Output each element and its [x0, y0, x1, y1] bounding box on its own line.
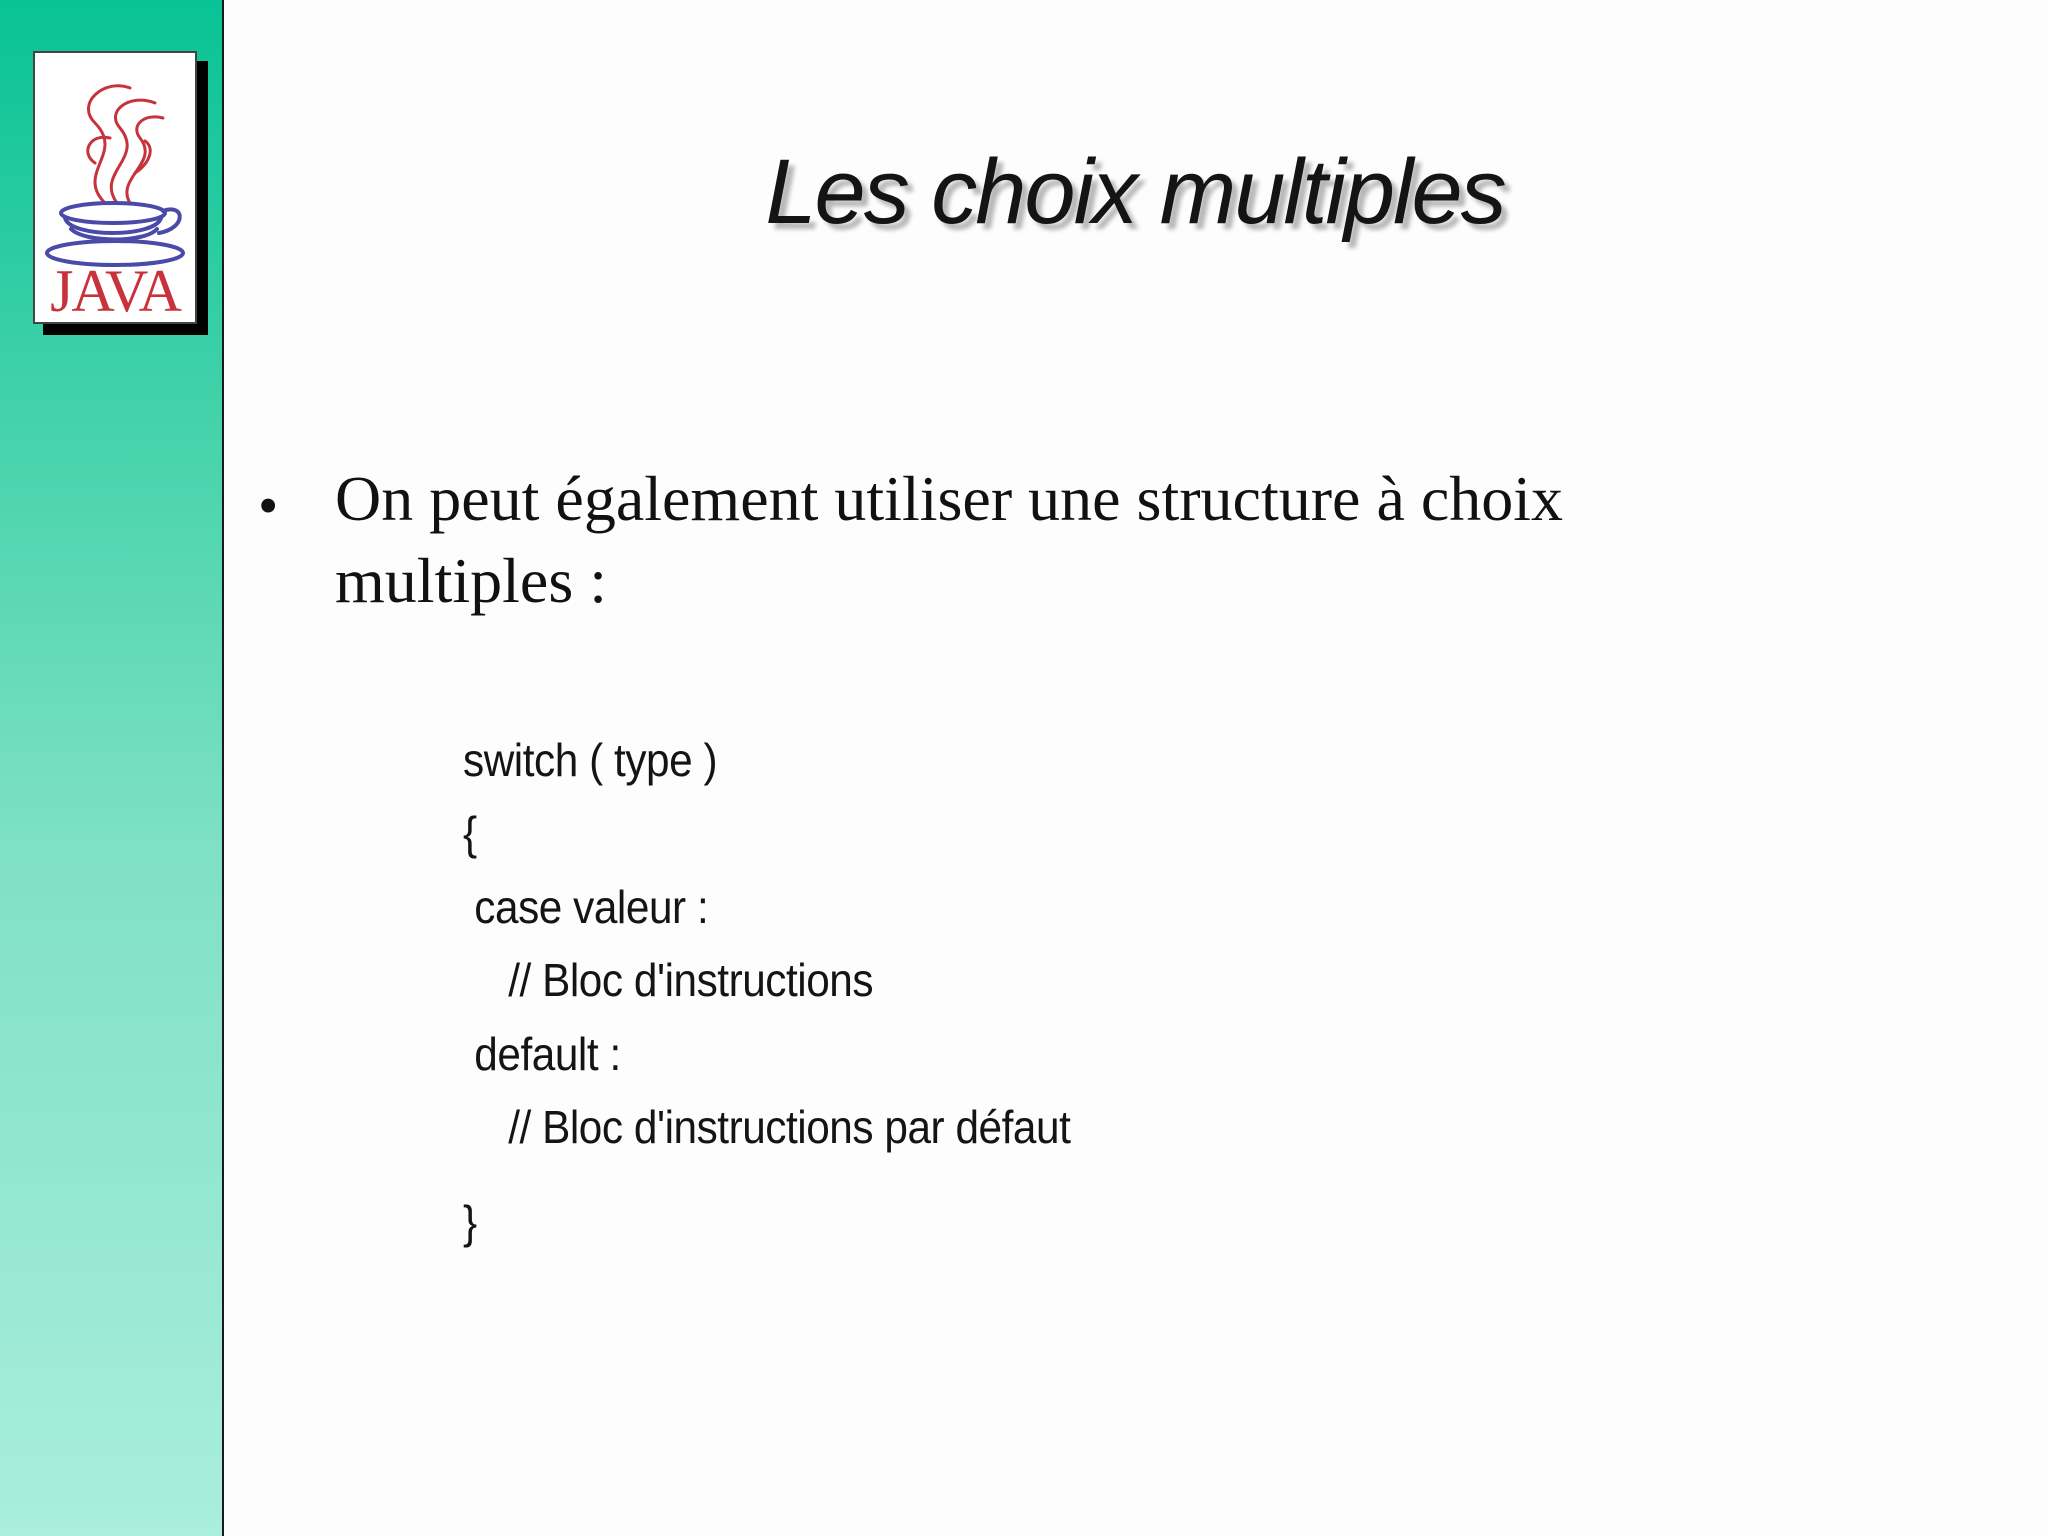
bullet-text: On peut également utiliser une structure à choix multiples : — [335, 463, 1564, 616]
java-coffee-cup-icon — [35, 53, 195, 322]
code-line: } — [463, 1196, 477, 1248]
svg-text:JAVA: JAVA — [50, 258, 180, 322]
code-line: { — [463, 807, 477, 859]
code-line: switch ( type ) — [463, 734, 718, 786]
slide-title: Les choix multiples — [765, 141, 1505, 243]
java-logo — [33, 51, 197, 324]
code-line: default : — [463, 1028, 621, 1080]
code-line: // Bloc d'instructions par défaut — [463, 1101, 1071, 1153]
bullet-marker: • — [258, 473, 279, 538]
code-line: case valeur : — [463, 881, 709, 933]
code-line: // Bloc d'instructions — [463, 954, 874, 1006]
sidebar-gradient — [0, 0, 224, 1536]
